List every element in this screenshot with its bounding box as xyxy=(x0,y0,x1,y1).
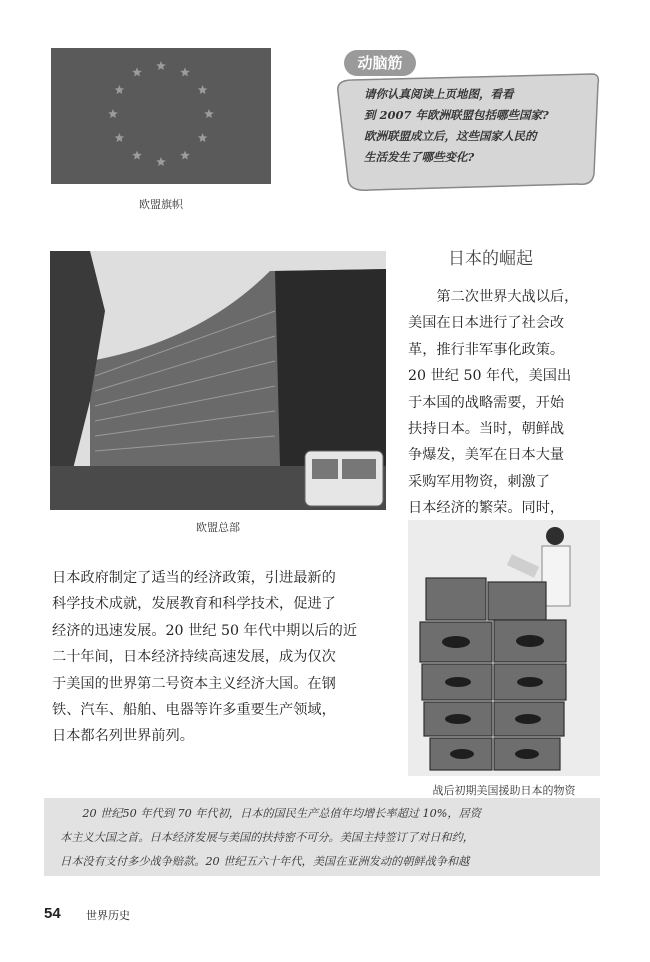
text-line: 革，推行非军事化政策。 xyxy=(408,341,565,358)
text-line: 争爆发，美军在日本大量 xyxy=(408,447,565,464)
eu-headquarters-photo xyxy=(50,251,386,510)
eu-flag-image xyxy=(51,48,271,184)
text-line: 第二次世界大战以后， xyxy=(408,289,579,305)
flag-star-icon xyxy=(156,157,166,166)
think-line: 请你认真阅读上页地图，看看 xyxy=(364,87,514,101)
text-line: 美国在日本进行了社会改 xyxy=(408,315,565,332)
flag-star-icon xyxy=(108,109,118,118)
flag-star-icon xyxy=(180,67,190,76)
flag-star-icon xyxy=(115,133,125,142)
think-line: 到 2007 年欧洲联盟包括哪些国家? xyxy=(364,108,549,122)
aid-caption: 战后初期美国援助日本的物资 xyxy=(432,784,576,797)
info-line: 本主义大国之首。日本经济发展与美国的扶持密不可分。美国主持签订了对日和约， xyxy=(60,831,474,844)
paragraph-2 xyxy=(52,565,394,750)
text-line: 铁、汽车、船舶、电器等许多重要生产领域， xyxy=(52,702,336,719)
text-line: 于本国的战略需要，开始 xyxy=(408,394,565,411)
flag-star-icon xyxy=(198,85,208,94)
info-band-text xyxy=(60,802,590,874)
book-title: 世界历史 xyxy=(86,909,130,922)
info-line: 20 世纪50 年代到 70 年代初，日本的国民生产总值年均增长率超过 10%，居资 xyxy=(60,807,481,820)
text-line: 于美国的世界第二号资本主义经济大国。在钢 xyxy=(52,675,336,692)
text-line: 经济的迅速发展。20 世纪 50 年代中期以后的近 xyxy=(52,622,358,639)
info-line: 日本没有支付多少战争赔款。20 世纪五六十年代，美国在亚洲发动的朝鲜战争和越 xyxy=(60,855,470,868)
flag-star-icon xyxy=(156,61,166,70)
text-line: 采购军用物资，刺激了 xyxy=(408,473,550,490)
flag-star-icon xyxy=(132,151,142,160)
flag-star-icon xyxy=(204,109,214,118)
text-line: 日本都名列世界前列。 xyxy=(52,728,194,745)
text-line: 20 世纪 50 年代，美国出 xyxy=(408,368,572,385)
flag-star-icon xyxy=(132,67,142,76)
page-number: 54 xyxy=(44,905,61,922)
think-line: 欧洲联盟成立后，这些国家人民的 xyxy=(364,129,537,143)
think-question xyxy=(364,84,594,168)
flag-star-icon xyxy=(180,151,190,160)
think-badge: 动脑筋 xyxy=(344,50,416,76)
flag-star-icon xyxy=(115,85,125,94)
text-line: 日本政府制定了适当的经济政策，引进最新的 xyxy=(52,570,336,586)
paragraph-1 xyxy=(408,284,600,522)
text-line: 日本经济的繁荣。同时， xyxy=(408,500,565,517)
text-line: 二十年间，日本经济持续高速发展，成为仅次 xyxy=(52,649,336,666)
think-line: 生活发生了哪些变化? xyxy=(364,150,475,164)
flag-star-icon xyxy=(198,133,208,142)
us-aid-supplies-photo xyxy=(408,520,600,776)
hq-caption: 欧盟总部 xyxy=(196,521,240,534)
flag-caption: 欧盟旗帜 xyxy=(139,198,183,211)
text-line: 科学技术成就，发展教育和科学技术，促进了 xyxy=(52,596,336,613)
section-title: 日本的崛起 xyxy=(448,249,533,269)
text-line: 扶持日本。当时，朝鲜战 xyxy=(408,421,565,438)
